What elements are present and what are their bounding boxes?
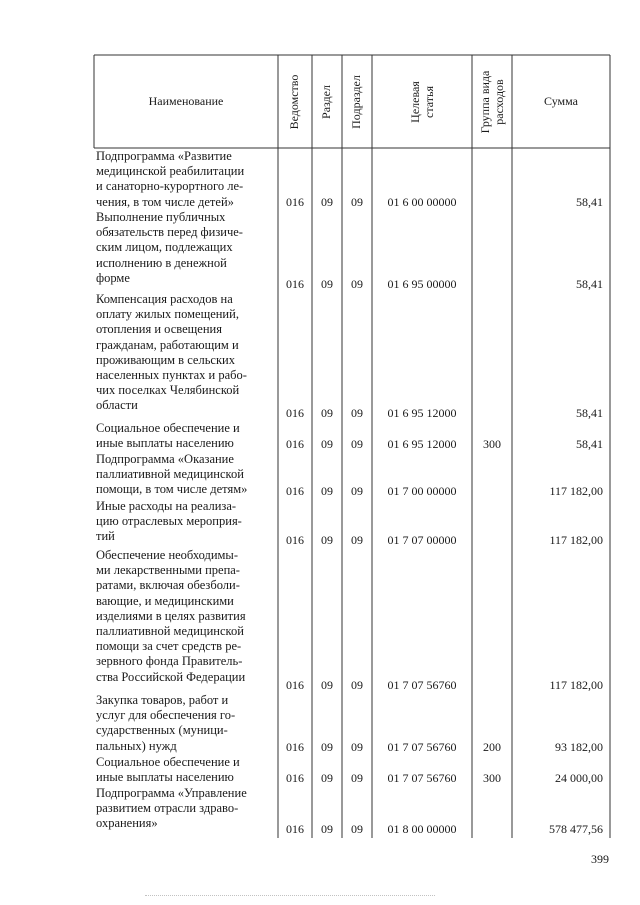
- row-name-line: области: [96, 398, 138, 413]
- header-celevaya: [408, 62, 436, 142]
- row-name-line: населенных пунктах и рабо-: [96, 368, 247, 383]
- cell-celevaya-statya: 01 7 07 56760: [387, 678, 457, 692]
- cell-vedomstvo: 016: [286, 822, 304, 836]
- header-summa: Сумма: [544, 94, 578, 108]
- cell-podrazdel: 09: [351, 484, 363, 498]
- cell-summa: 58,41: [576, 195, 603, 209]
- cell-razdel: 09: [321, 484, 333, 498]
- cell-vedomstvo: 016: [286, 771, 304, 785]
- row-name-line: зервного фонда Правитель-: [96, 654, 243, 669]
- cell-razdel: 09: [321, 678, 333, 692]
- row-name: [96, 548, 268, 685]
- cell-summa: 58,41: [576, 406, 603, 420]
- row-name-line: гражданам, работающим и: [96, 337, 239, 352]
- cell-gruppa-vida-raskhodov: 200: [483, 740, 501, 754]
- row-name-line: паллиативной медицинской: [96, 467, 244, 482]
- row-name: [96, 693, 268, 754]
- row-name-line: медицинской реабилитации: [96, 164, 245, 179]
- row-name-line: ским лицом, подлежащих: [96, 240, 233, 255]
- row-name-line: иные выплаты населению: [96, 436, 234, 451]
- row-name-line: Обеспечение необходимы-: [96, 548, 238, 562]
- cell-razdel: 09: [321, 195, 333, 209]
- cell-celevaya-statya: 01 6 95 12000: [387, 406, 457, 420]
- header-gruppa-line2: расходов: [492, 79, 506, 125]
- header-celevaya-line1: Целевая: [408, 81, 422, 123]
- cell-razdel: 09: [321, 437, 333, 451]
- row-name-line: иные выплаты населению: [96, 770, 234, 785]
- cell-podrazdel: 09: [351, 822, 363, 836]
- row-name-line: развитием отрасли здраво-: [96, 801, 239, 816]
- header-name: Наименование: [148, 94, 224, 108]
- row-name-line: Компенсация расходов на: [96, 292, 233, 306]
- row-name-line: отопления и освещения: [96, 322, 222, 337]
- cell-vedomstvo: 016: [286, 678, 304, 692]
- row-name: [96, 292, 268, 414]
- row-name-line: Социальное обеспечение и: [96, 755, 240, 769]
- cell-razdel: 09: [321, 740, 333, 754]
- cell-celevaya-statya: 01 7 00 00000: [387, 484, 457, 498]
- cell-podrazdel: 09: [351, 771, 363, 785]
- row-name-line: и санаторно-курортного ле-: [96, 179, 244, 194]
- header-razdel: Раздел: [319, 85, 333, 119]
- header-podrazdel: Подраздел: [349, 75, 363, 129]
- cell-vedomstvo: 016: [286, 406, 304, 420]
- cell-celevaya-statya: 01 6 00 00000: [387, 195, 457, 209]
- row-name-line: услуг для обеспечения го-: [96, 708, 236, 723]
- row-name-line: охранения»: [96, 816, 158, 831]
- row-name-line: изделиями в целях развития: [96, 608, 246, 623]
- cell-summa: 117 182,00: [549, 484, 603, 498]
- row-name-line: чения, в том числе детей»: [96, 194, 234, 209]
- cell-vedomstvo: 016: [286, 533, 304, 547]
- cell-vedomstvo: 016: [286, 437, 304, 451]
- cell-gruppa-vida-raskhodov: 300: [483, 771, 501, 785]
- page-number: 399: [591, 852, 609, 866]
- cell-summa: 117 182,00: [549, 533, 603, 547]
- row-name-line: пальных) нужд: [96, 738, 177, 753]
- cell-summa: 58,41: [576, 277, 603, 291]
- cell-razdel: 09: [321, 533, 333, 547]
- row-name-line: форме: [96, 270, 130, 285]
- cell-summa: 58,41: [576, 437, 603, 451]
- header-gruppa: [478, 52, 506, 152]
- cell-celevaya-statya: 01 8 00 00000: [387, 822, 457, 836]
- cell-summa: 117 182,00: [549, 678, 603, 692]
- cell-vedomstvo: 016: [286, 195, 304, 209]
- row-name-line: Закупка товаров, работ и: [96, 693, 229, 707]
- cell-gruppa-vida-raskhodov: 300: [483, 437, 501, 451]
- row-name-line: оплату жилых помещений,: [96, 307, 239, 322]
- scan-smudge: [145, 895, 435, 899]
- cell-vedomstvo: 016: [286, 277, 304, 291]
- row-name-line: Выполнение публичных: [96, 210, 226, 224]
- row-name-line: вающие, и медицинскими: [96, 593, 234, 608]
- row-name: [96, 210, 268, 286]
- row-name-line: чих поселках Челябинской: [96, 383, 240, 398]
- row-name-line: Социальное обеспечение и: [96, 421, 240, 435]
- cell-podrazdel: 09: [351, 533, 363, 547]
- row-name-line: ства Российской Федерации: [96, 669, 246, 684]
- row-name-line: Подпрограмма «Оказание: [96, 452, 234, 466]
- row-name-line: проживающим в сельских: [96, 352, 235, 367]
- row-name-line: Подпрограмма «Управление: [96, 786, 247, 800]
- row-name: [96, 149, 268, 210]
- row-name: [96, 499, 268, 545]
- cell-razdel: 09: [321, 277, 333, 291]
- row-name-line: паллиативной медицинской: [96, 624, 244, 639]
- row-name-line: цию отраслевых мероприя-: [96, 514, 242, 529]
- row-name: [96, 755, 268, 785]
- cell-razdel: 09: [321, 822, 333, 836]
- row-name-line: сударственных (муници-: [96, 723, 228, 738]
- cell-celevaya-statya: 01 7 07 56760: [387, 771, 457, 785]
- row-name-line: ратами, включая обезболи-: [96, 578, 240, 593]
- cell-celevaya-statya: 01 7 07 56760: [387, 740, 457, 754]
- cell-vedomstvo: 016: [286, 740, 304, 754]
- cell-podrazdel: 09: [351, 406, 363, 420]
- row-name: [96, 786, 268, 832]
- cell-razdel: 09: [321, 406, 333, 420]
- row-name-line: Иные расходы на реализа-: [96, 499, 237, 513]
- cell-summa: 93 182,00: [555, 740, 603, 754]
- cell-summa: 24 000,00: [555, 771, 603, 785]
- cell-summa: 578 477,56: [549, 822, 603, 836]
- row-name: [96, 452, 268, 498]
- cell-podrazdel: 09: [351, 195, 363, 209]
- cell-podrazdel: 09: [351, 740, 363, 754]
- row-name-line: помощи за счет средств ре-: [96, 639, 242, 654]
- cell-razdel: 09: [321, 771, 333, 785]
- cell-celevaya-statya: 01 6 95 12000: [387, 437, 457, 451]
- cell-celevaya-statya: 01 7 07 00000: [387, 533, 457, 547]
- cell-vedomstvo: 016: [286, 484, 304, 498]
- cell-podrazdel: 09: [351, 678, 363, 692]
- row-name-line: Подпрограмма «Развитие: [96, 149, 232, 163]
- header-vedomstvo: Ведомство: [287, 74, 301, 130]
- row-name-line: помощи, в том числе детям»: [96, 482, 248, 497]
- row-name-line: ми лекарственными препа-: [96, 563, 240, 578]
- row-name-line: тий: [96, 529, 115, 544]
- header-gruppa-line1: Группа вида: [478, 70, 492, 134]
- row-name-line: обязательств перед физиче-: [96, 225, 243, 240]
- cell-podrazdel: 09: [351, 437, 363, 451]
- row-name-line: исполнению в денежной: [96, 255, 227, 270]
- header-celevaya-line2: статья: [422, 86, 436, 118]
- row-name: [96, 421, 268, 451]
- cell-celevaya-statya: 01 6 95 00000: [387, 277, 457, 291]
- cell-podrazdel: 09: [351, 277, 363, 291]
